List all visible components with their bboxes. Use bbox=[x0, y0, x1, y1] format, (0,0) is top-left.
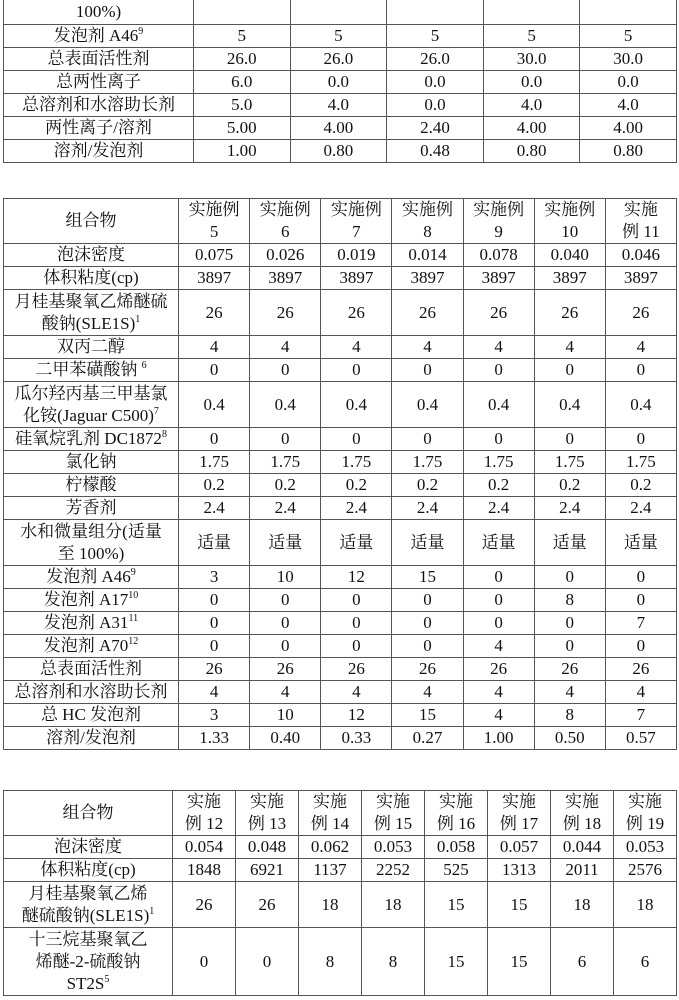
cell-value: 4 bbox=[321, 681, 392, 704]
cell-value: 12 bbox=[321, 704, 392, 727]
column-header: 实施 例 12 bbox=[173, 791, 236, 836]
cell-value: 0.4 bbox=[463, 382, 534, 428]
cell-value: 0.4 bbox=[250, 382, 321, 428]
table-row bbox=[4, 612, 677, 635]
cell-value: 4 bbox=[605, 681, 676, 704]
table-row bbox=[4, 428, 677, 451]
column-header: 实施例 6 bbox=[250, 199, 321, 244]
row-label: 溶剂/发泡剂 bbox=[4, 727, 179, 750]
column-header: 实施 例 16 bbox=[425, 791, 488, 836]
cell-value: 0 bbox=[236, 928, 299, 996]
cell-value: 0.053 bbox=[614, 836, 677, 859]
cell-value: 4 bbox=[392, 336, 463, 359]
cell-value: 6.0 bbox=[194, 71, 291, 94]
row-label: 总两性离子 bbox=[4, 71, 194, 94]
cell-value: 2.4 bbox=[392, 497, 463, 520]
cell-value: 2.4 bbox=[605, 497, 676, 520]
cell-value: 3897 bbox=[463, 267, 534, 290]
cell-value bbox=[483, 0, 580, 25]
cell-value: 适量 bbox=[463, 520, 534, 566]
column-header: 实施例 9 bbox=[463, 199, 534, 244]
table-row bbox=[4, 94, 677, 117]
cell-value: 3 bbox=[179, 566, 250, 589]
cell-value: 3897 bbox=[392, 267, 463, 290]
cell-value: 0.40 bbox=[250, 727, 321, 750]
table-row bbox=[4, 859, 677, 882]
cell-value: 0.057 bbox=[488, 836, 551, 859]
footnote-ref: 6 bbox=[142, 360, 147, 371]
cell-value: 0.054 bbox=[173, 836, 236, 859]
table-row bbox=[4, 589, 677, 612]
row-label: 二甲苯磺酸钠 6 bbox=[4, 359, 179, 382]
cell-value: 18 bbox=[551, 882, 614, 928]
cell-value: 26 bbox=[463, 290, 534, 336]
table-row bbox=[4, 566, 677, 589]
table-summary-continued bbox=[3, 0, 677, 163]
cell-value: 0.4 bbox=[392, 382, 463, 428]
cell-value: 525 bbox=[425, 859, 488, 882]
cell-value: 1.75 bbox=[321, 451, 392, 474]
cell-value: 0.4 bbox=[534, 382, 605, 428]
cell-value: 26 bbox=[392, 290, 463, 336]
cell-value: 0 bbox=[392, 612, 463, 635]
cell-value: 0 bbox=[534, 359, 605, 382]
cell-value: 适量 bbox=[534, 520, 605, 566]
cell-value: 18 bbox=[614, 882, 677, 928]
cell-value: 2.4 bbox=[179, 497, 250, 520]
row-label: 发泡剂 A469 bbox=[4, 25, 194, 48]
cell-value: 1.75 bbox=[605, 451, 676, 474]
cell-value: 0 bbox=[179, 359, 250, 382]
cell-value: 26 bbox=[173, 882, 236, 928]
cell-value: 0.2 bbox=[463, 474, 534, 497]
cell-value: 8 bbox=[534, 704, 605, 727]
table-row bbox=[4, 117, 677, 140]
table-row bbox=[4, 727, 677, 750]
cell-value: 0 bbox=[392, 589, 463, 612]
cell-value: 0 bbox=[321, 635, 392, 658]
column-header: 实施例 8 bbox=[392, 199, 463, 244]
cell-value: 30.0 bbox=[483, 48, 580, 71]
cell-value: 15 bbox=[392, 704, 463, 727]
table-row bbox=[4, 928, 677, 996]
cell-value: 0 bbox=[534, 566, 605, 589]
row-label: 发泡剂 A3111 bbox=[4, 612, 179, 635]
cell-value: 1.33 bbox=[179, 727, 250, 750]
cell-value: 5 bbox=[290, 25, 387, 48]
cell-value: 适量 bbox=[605, 520, 676, 566]
cell-value: 10 bbox=[250, 704, 321, 727]
row-label: 泡沫密度 bbox=[4, 836, 173, 859]
cell-value: 2.4 bbox=[463, 497, 534, 520]
footnote-ref: 10 bbox=[128, 590, 138, 601]
cell-value: 0 bbox=[179, 635, 250, 658]
cell-value: 3897 bbox=[250, 267, 321, 290]
cell-value: 0.48 bbox=[387, 140, 484, 163]
cell-value: 1.00 bbox=[194, 140, 291, 163]
cell-value: 0 bbox=[605, 635, 676, 658]
column-header: 实施 例 15 bbox=[362, 791, 425, 836]
cell-value: 5 bbox=[483, 25, 580, 48]
table-row bbox=[4, 71, 677, 94]
cell-value: 4 bbox=[463, 336, 534, 359]
table-examples-12-19 bbox=[3, 790, 677, 996]
footnote-ref: 5 bbox=[104, 974, 109, 985]
footnote-ref: 1 bbox=[135, 314, 140, 325]
cell-value: 1848 bbox=[173, 859, 236, 882]
cell-value: 0 bbox=[321, 428, 392, 451]
cell-value: 4 bbox=[250, 681, 321, 704]
cell-value: 26 bbox=[392, 658, 463, 681]
cell-value: 4 bbox=[534, 681, 605, 704]
cell-value: 0.0 bbox=[580, 71, 677, 94]
cell-value: 0.040 bbox=[534, 244, 605, 267]
table-row bbox=[4, 451, 677, 474]
row-label: 芳香剂 bbox=[4, 497, 179, 520]
cell-value: 0.046 bbox=[605, 244, 676, 267]
cell-value: 0.014 bbox=[392, 244, 463, 267]
row-label: 总表面活性剂 bbox=[4, 658, 179, 681]
cell-value: 0 bbox=[605, 428, 676, 451]
cell-value: 26 bbox=[250, 658, 321, 681]
cell-value: 15 bbox=[392, 566, 463, 589]
cell-value: 5 bbox=[194, 25, 291, 48]
cell-value: 4 bbox=[392, 681, 463, 704]
row-label: 体积粘度(cp) bbox=[4, 859, 173, 882]
cell-value: 适量 bbox=[321, 520, 392, 566]
cell-value: 3897 bbox=[605, 267, 676, 290]
column-header: 实施 例 19 bbox=[614, 791, 677, 836]
cell-value: 4 bbox=[463, 704, 534, 727]
cell-value: 0 bbox=[250, 589, 321, 612]
table-row bbox=[4, 267, 677, 290]
table-examples-5-11 bbox=[3, 198, 677, 750]
cell-value: 4.00 bbox=[483, 117, 580, 140]
cell-value: 26.0 bbox=[387, 48, 484, 71]
row-label: 发泡剂 A469 bbox=[4, 566, 179, 589]
row-label: 氯化钠 bbox=[4, 451, 179, 474]
cell-value: 26 bbox=[463, 658, 534, 681]
cell-value: 4.00 bbox=[290, 117, 387, 140]
cell-value: 0 bbox=[321, 359, 392, 382]
table-row bbox=[4, 474, 677, 497]
cell-value: 15 bbox=[425, 928, 488, 996]
cell-value: 4 bbox=[463, 681, 534, 704]
table-row bbox=[4, 882, 677, 928]
cell-value: 26 bbox=[179, 290, 250, 336]
cell-value: 4.0 bbox=[290, 94, 387, 117]
cell-value: 0.044 bbox=[551, 836, 614, 859]
cell-value: 0.058 bbox=[425, 836, 488, 859]
table-row bbox=[4, 25, 677, 48]
cell-value: 26 bbox=[236, 882, 299, 928]
cell-value: 0.0 bbox=[387, 71, 484, 94]
cell-value: 6 bbox=[614, 928, 677, 996]
cell-value: 适量 bbox=[250, 520, 321, 566]
cell-value: 0 bbox=[179, 589, 250, 612]
column-header: 实施 例 14 bbox=[299, 791, 362, 836]
cell-value: 0 bbox=[463, 359, 534, 382]
cell-value: 8 bbox=[362, 928, 425, 996]
cell-value: 1.75 bbox=[463, 451, 534, 474]
cell-value: 0.019 bbox=[321, 244, 392, 267]
cell-value: 0.078 bbox=[463, 244, 534, 267]
cell-value: 0 bbox=[173, 928, 236, 996]
cell-value: 2.4 bbox=[250, 497, 321, 520]
table-row bbox=[4, 244, 677, 267]
cell-value: 26 bbox=[534, 290, 605, 336]
cell-value bbox=[387, 0, 484, 25]
cell-value: 4 bbox=[250, 336, 321, 359]
cell-value: 4 bbox=[605, 336, 676, 359]
cell-value: 0.0 bbox=[290, 71, 387, 94]
cell-value: 1.75 bbox=[534, 451, 605, 474]
column-header: 实施例 5 bbox=[179, 199, 250, 244]
column-header: 实施 例 17 bbox=[488, 791, 551, 836]
cell-value: 0 bbox=[605, 589, 676, 612]
cell-value: 7 bbox=[605, 704, 676, 727]
row-label: 硅氧烷乳剂 DC18728 bbox=[4, 428, 179, 451]
table-row bbox=[4, 0, 677, 25]
cell-value: 4 bbox=[534, 336, 605, 359]
cell-value: 0 bbox=[250, 359, 321, 382]
cell-value: 8 bbox=[534, 589, 605, 612]
cell-value: 0 bbox=[534, 428, 605, 451]
cell-value: 0.2 bbox=[392, 474, 463, 497]
table-row bbox=[4, 520, 677, 566]
cell-value: 7 bbox=[605, 612, 676, 635]
cell-value: 2252 bbox=[362, 859, 425, 882]
header-row bbox=[4, 791, 677, 836]
cell-value: 18 bbox=[362, 882, 425, 928]
cell-value: 0.27 bbox=[392, 727, 463, 750]
cell-value: 0.4 bbox=[179, 382, 250, 428]
cell-value: 0 bbox=[605, 359, 676, 382]
row-label: 水和微量组分(适量 至 100%) bbox=[4, 520, 179, 566]
footnote-ref: 1 bbox=[149, 906, 154, 917]
row-label: 十三烷基聚氧乙 烯醚-2-硫酸钠 ST2S5 bbox=[4, 928, 173, 996]
row-label: 瓜尔羟丙基三甲基氯 化铵(Jaguar C500)7 bbox=[4, 382, 179, 428]
row-label: 总溶剂和水溶助长剂 bbox=[4, 681, 179, 704]
cell-value: 0.33 bbox=[321, 727, 392, 750]
cell-value: 26 bbox=[250, 290, 321, 336]
table-row bbox=[4, 140, 677, 163]
cell-value: 1.00 bbox=[463, 727, 534, 750]
cell-value: 2.40 bbox=[387, 117, 484, 140]
cell-value: 26 bbox=[179, 658, 250, 681]
footnote-ref: 9 bbox=[138, 26, 143, 37]
cell-value: 0.80 bbox=[580, 140, 677, 163]
footnote-ref: 8 bbox=[162, 429, 167, 440]
table-row bbox=[4, 658, 677, 681]
cell-value: 0 bbox=[392, 428, 463, 451]
row-label: 柠檬酸 bbox=[4, 474, 179, 497]
cell-value: 0.0 bbox=[483, 71, 580, 94]
table-row bbox=[4, 497, 677, 520]
cell-value: 5.0 bbox=[194, 94, 291, 117]
cell-value bbox=[194, 0, 291, 25]
cell-value: 4.0 bbox=[580, 94, 677, 117]
column-header: 实施例 10 bbox=[534, 199, 605, 244]
table-row bbox=[4, 382, 677, 428]
cell-value: 26.0 bbox=[194, 48, 291, 71]
cell-value: 适量 bbox=[179, 520, 250, 566]
row-label: 泡沫密度 bbox=[4, 244, 179, 267]
cell-value: 26 bbox=[605, 290, 676, 336]
cell-value: 26 bbox=[321, 290, 392, 336]
cell-value: 0 bbox=[250, 612, 321, 635]
cell-value: 0.4 bbox=[605, 382, 676, 428]
cell-value: 0.2 bbox=[250, 474, 321, 497]
table-row bbox=[4, 359, 677, 382]
cell-value: 26 bbox=[605, 658, 676, 681]
cell-value: 26 bbox=[534, 658, 605, 681]
cell-value: 0 bbox=[534, 635, 605, 658]
cell-value: 0 bbox=[534, 612, 605, 635]
cell-value: 26.0 bbox=[290, 48, 387, 71]
cell-value: 3897 bbox=[179, 267, 250, 290]
cell-value: 0 bbox=[463, 612, 534, 635]
cell-value: 4 bbox=[463, 635, 534, 658]
row-label: 月桂基聚氧乙烯醚硫 酸钠(SLE1S)1 bbox=[4, 290, 179, 336]
cell-value: 6921 bbox=[236, 859, 299, 882]
column-header: 实施例 7 bbox=[321, 199, 392, 244]
cell-value: 4 bbox=[321, 336, 392, 359]
footnote-ref: 9 bbox=[131, 567, 136, 578]
cell-value: 0.50 bbox=[534, 727, 605, 750]
row-label: 100%) bbox=[4, 0, 194, 25]
footnote-ref: 11 bbox=[128, 613, 138, 624]
cell-value: 18 bbox=[299, 882, 362, 928]
cell-value: 2011 bbox=[551, 859, 614, 882]
cell-value: 2.4 bbox=[321, 497, 392, 520]
cell-value: 适量 bbox=[392, 520, 463, 566]
cell-value: 4 bbox=[179, 681, 250, 704]
cell-value: 0.57 bbox=[605, 727, 676, 750]
cell-value: 0 bbox=[321, 589, 392, 612]
cell-value: 3897 bbox=[534, 267, 605, 290]
cell-value: 5 bbox=[580, 25, 677, 48]
cell-value: 0 bbox=[321, 612, 392, 635]
cell-value: 0.2 bbox=[605, 474, 676, 497]
cell-value: 0.053 bbox=[362, 836, 425, 859]
cell-value: 0 bbox=[392, 359, 463, 382]
row-label: 总溶剂和水溶助长剂 bbox=[4, 94, 194, 117]
cell-value: 0.062 bbox=[299, 836, 362, 859]
cell-value: 4.00 bbox=[580, 117, 677, 140]
cell-value: 1.75 bbox=[392, 451, 463, 474]
cell-value: 4 bbox=[179, 336, 250, 359]
cell-value: 0.026 bbox=[250, 244, 321, 267]
table-row bbox=[4, 836, 677, 859]
cell-value: 0.2 bbox=[534, 474, 605, 497]
cell-value: 0.0 bbox=[387, 94, 484, 117]
cell-value: 2576 bbox=[614, 859, 677, 882]
cell-value: 1.75 bbox=[179, 451, 250, 474]
cell-value: 0.2 bbox=[179, 474, 250, 497]
table-row bbox=[4, 704, 677, 727]
table-row bbox=[4, 336, 677, 359]
header-label: 组合物 bbox=[4, 199, 179, 244]
cell-value: 1.75 bbox=[250, 451, 321, 474]
header-label: 组合物 bbox=[4, 791, 173, 836]
cell-value: 26 bbox=[321, 658, 392, 681]
footnote-ref: 7 bbox=[154, 406, 159, 417]
table-row bbox=[4, 290, 677, 336]
cell-value: 0 bbox=[250, 428, 321, 451]
cell-value: 6 bbox=[551, 928, 614, 996]
cell-value: 12 bbox=[321, 566, 392, 589]
table-row bbox=[4, 48, 677, 71]
cell-value: 0 bbox=[392, 635, 463, 658]
row-label: 溶剂/发泡剂 bbox=[4, 140, 194, 163]
cell-value: 4.0 bbox=[483, 94, 580, 117]
cell-value: 0.80 bbox=[290, 140, 387, 163]
table-row bbox=[4, 635, 677, 658]
cell-value: 3 bbox=[179, 704, 250, 727]
column-header: 实施 例 13 bbox=[236, 791, 299, 836]
table-row bbox=[4, 681, 677, 704]
cell-value: 15 bbox=[488, 882, 551, 928]
cell-value: 3897 bbox=[321, 267, 392, 290]
cell-value: 0 bbox=[179, 612, 250, 635]
row-label: 发泡剂 A1710 bbox=[4, 589, 179, 612]
cell-value: 0.80 bbox=[483, 140, 580, 163]
cell-value: 0.075 bbox=[179, 244, 250, 267]
cell-value: 1137 bbox=[299, 859, 362, 882]
cell-value: 15 bbox=[425, 882, 488, 928]
cell-value: 8 bbox=[299, 928, 362, 996]
row-label: 总表面活性剂 bbox=[4, 48, 194, 71]
cell-value: 30.0 bbox=[580, 48, 677, 71]
header-row bbox=[4, 199, 677, 244]
footnote-ref: 12 bbox=[128, 636, 138, 647]
cell-value: 0 bbox=[179, 428, 250, 451]
column-header: 实施 例 18 bbox=[551, 791, 614, 836]
row-label: 月桂基聚氧乙烯 醚硫酸钠(SLE1S)1 bbox=[4, 882, 173, 928]
cell-value: 1313 bbox=[488, 859, 551, 882]
row-label: 双丙二醇 bbox=[4, 336, 179, 359]
row-label: 总 HC 发泡剂 bbox=[4, 704, 179, 727]
cell-value: 10 bbox=[250, 566, 321, 589]
row-label: 两性离子/溶剂 bbox=[4, 117, 194, 140]
cell-value: 0 bbox=[463, 589, 534, 612]
cell-value: 0 bbox=[463, 566, 534, 589]
cell-value: 0 bbox=[250, 635, 321, 658]
cell-value: 0 bbox=[605, 566, 676, 589]
cell-value: 0 bbox=[463, 428, 534, 451]
row-label: 体积粘度(cp) bbox=[4, 267, 179, 290]
cell-value bbox=[290, 0, 387, 25]
cell-value: 0.048 bbox=[236, 836, 299, 859]
cell-value: 2.4 bbox=[534, 497, 605, 520]
column-header: 实施 例 11 bbox=[605, 199, 676, 244]
cell-value: 0.4 bbox=[321, 382, 392, 428]
cell-value: 5 bbox=[387, 25, 484, 48]
row-label: 发泡剂 A7012 bbox=[4, 635, 179, 658]
cell-value: 0.2 bbox=[321, 474, 392, 497]
cell-value: 15 bbox=[488, 928, 551, 996]
cell-value bbox=[580, 0, 677, 25]
cell-value: 5.00 bbox=[194, 117, 291, 140]
